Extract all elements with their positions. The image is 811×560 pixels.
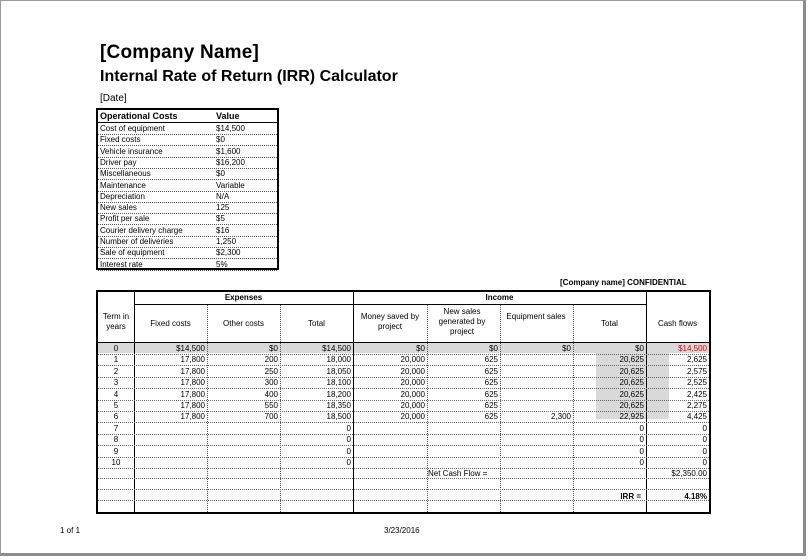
cell-inc-total: 0 (639, 423, 644, 433)
cell-term: 6 (113, 412, 119, 422)
cell-equip (501, 423, 571, 434)
row-divider (98, 478, 709, 479)
irr-table (96, 290, 711, 514)
cell-exp-total: 0 (346, 435, 351, 445)
row-divider (98, 468, 709, 469)
ops-row (98, 259, 277, 271)
cell-cash: 2,575 (686, 366, 707, 376)
header-new-sales: New sales generated by project (438, 307, 486, 336)
cell-inc-total: 22,925 (619, 412, 644, 422)
ops-row-label: Cost of equipment (100, 124, 165, 133)
ops-row-value: 1,250 (216, 237, 237, 246)
cell-term: 8 (113, 435, 119, 445)
row-divider (98, 489, 709, 490)
ops-header-label: Operational Costs (100, 111, 178, 121)
confidential-label: [Company name] CONFIDENTIAL (560, 278, 687, 287)
header-equipment-sales: Equipment sales (506, 312, 566, 321)
cell-exp-total: 18,000 (326, 355, 351, 365)
ops-row (98, 123, 277, 135)
header-expenses-total: Total (308, 319, 325, 328)
ops-row (98, 191, 277, 203)
ops-header-row (98, 111, 277, 123)
cell-equip: 2,300 (550, 412, 571, 422)
cell-fixed: 17,800 (180, 366, 205, 376)
cell-cash: 0 (702, 435, 707, 445)
ops-row-value: N/A (216, 191, 230, 201)
cell-newsales (428, 423, 498, 434)
ops-row-value: 5% (216, 259, 228, 269)
ops-row-value: $2,300 (216, 248, 241, 258)
ops-row-value: Variable (216, 180, 245, 190)
cell-equip (501, 377, 571, 388)
calculator-title: Internal Rate of Return (IRR) Calculator (100, 68, 398, 85)
ops-row-label: Depreciation (100, 191, 145, 201)
ops-row-label: Profit per sale (100, 214, 150, 224)
ops-row (98, 157, 277, 169)
ops-row (98, 247, 277, 259)
cell-other: $0 (269, 344, 278, 353)
cell-equip (501, 389, 571, 400)
ops-row (98, 225, 277, 237)
ops-row (98, 168, 277, 180)
cell-other: 400 (264, 389, 278, 399)
cell-equip: $0 (562, 344, 571, 353)
ops-row-value: $1,600 (216, 146, 241, 156)
cell-equip (501, 366, 571, 377)
cell-equip (501, 400, 571, 411)
cell-money: $0 (416, 344, 425, 353)
cell-newsales: 625 (484, 389, 498, 399)
cell-term: 9 (113, 446, 119, 456)
cell-fixed: $14,500 (176, 344, 205, 353)
cell-exp-total: 18,050 (326, 366, 351, 376)
ops-row-label: New sales (100, 203, 137, 213)
ops-row-label: Interest rate (100, 259, 143, 269)
ops-row-label: Number of deliveries (100, 237, 174, 246)
cell-newsales (428, 457, 498, 468)
cell-other (208, 446, 278, 457)
ops-row-label: Sale of equipment (100, 248, 165, 258)
cell-inc-total: 20,625 (619, 389, 644, 399)
cell-money (354, 446, 425, 457)
cell-term: 5 (113, 401, 119, 410)
header-money-saved: Money saved by project (360, 312, 420, 331)
cell-equip (501, 457, 571, 468)
cell-other: 550 (264, 401, 278, 410)
cell-exp-total: 18,350 (326, 401, 351, 410)
cell-cash: $14,500 (678, 344, 707, 353)
cell-other (208, 457, 278, 468)
cell-fixed (135, 423, 205, 434)
cell-inc-total: 20,625 (619, 378, 644, 388)
ops-row (98, 134, 277, 146)
cell-other: 250 (264, 366, 278, 376)
cell-money (354, 423, 425, 434)
cell-fixed (135, 457, 205, 468)
expenses-group-label: Expenses (224, 293, 263, 302)
ops-row (98, 146, 277, 158)
cell-cash: 0 (702, 446, 707, 456)
cell-cash: 0 (702, 458, 707, 467)
ops-row-value: $0 (216, 135, 225, 145)
cell-other: 700 (264, 412, 278, 422)
cell-newsales: 625 (484, 412, 498, 422)
cell-fixed: 17,800 (180, 412, 205, 422)
ops-row-value: $16 (216, 225, 230, 235)
cell-term: 2 (113, 366, 119, 376)
cell-newsales: 625 (484, 378, 498, 388)
operational-costs-table (96, 108, 279, 270)
ops-row-value: 125 (216, 203, 230, 213)
cell-other: 200 (264, 355, 278, 365)
cell-money (354, 434, 425, 445)
page-number: 1 of 1 (60, 526, 81, 535)
cell-cash: 4,425 (686, 412, 707, 422)
cell-newsales (428, 446, 498, 457)
ops-row-value: $0 (216, 169, 225, 179)
cell-fixed: 17,800 (180, 378, 205, 388)
irr-label: IRR = (620, 492, 641, 501)
cell-inc-total: 20,625 (619, 355, 644, 365)
cell-cash: 2,275 (686, 401, 707, 410)
cell-term: 0 (113, 344, 119, 353)
header-fixed-costs: Fixed costs (150, 319, 191, 328)
cell-fixed (135, 434, 205, 445)
company-name: [Company Name] (100, 42, 260, 63)
cell-other (208, 434, 278, 445)
cell-other (208, 423, 278, 434)
cell-exp-total: 0 (346, 458, 351, 467)
ops-row-label: Maintenance (100, 180, 146, 190)
date-field: [Date] (100, 93, 127, 104)
cell-fixed (135, 446, 205, 457)
ops-row-value: $5 (216, 214, 225, 224)
cell-money: 20,000 (400, 412, 425, 422)
cell-fixed: 17,800 (180, 355, 205, 365)
cell-inc-total: $0 (635, 344, 644, 353)
net-cash-flow-label: Net Cash Flow = (428, 469, 488, 478)
cell-term: 7 (113, 423, 119, 433)
cell-equip (501, 446, 571, 457)
irr-value: 4.18% (684, 492, 707, 501)
cell-inc-total: 20,625 (619, 366, 644, 376)
cell-inc-total: 20,625 (619, 401, 644, 410)
ops-row-label: Fixed costs (100, 135, 141, 145)
cell-exp-total: 18,200 (326, 389, 351, 399)
cell-term: 3 (113, 378, 119, 388)
cell-exp-total: 18,100 (326, 378, 351, 388)
cell-newsales: 625 (484, 401, 498, 410)
ops-row (98, 236, 277, 248)
header-other-costs: Other costs (223, 319, 264, 328)
cell-inc-total: 0 (639, 458, 644, 467)
cell-money (354, 457, 425, 468)
ops-row-value: $14,500 (216, 124, 245, 133)
cell-newsales: 625 (484, 366, 498, 376)
cell-inc-total: 0 (639, 446, 644, 456)
footer-date: 3/23/2016 (384, 526, 420, 535)
cell-exp-total: 0 (346, 423, 351, 433)
cell-equip (501, 434, 571, 445)
income-group-label: Income (485, 293, 514, 302)
cell-term: 4 (113, 389, 119, 399)
cell-newsales: $0 (489, 344, 498, 353)
ops-row (98, 180, 277, 192)
net-cash-flow-value: $2,350.00 (671, 469, 707, 478)
cell-fixed: 17,800 (180, 401, 205, 410)
cell-cash: 2,525 (686, 378, 707, 388)
cell-exp-total: 18,500 (326, 412, 351, 422)
cell-newsales: 625 (484, 355, 498, 365)
cell-money: 20,000 (400, 366, 425, 376)
cell-inc-total: 0 (639, 435, 644, 445)
cell-money: 20,000 (400, 378, 425, 388)
header-term: Term in years (102, 312, 130, 331)
cell-cash: 2,625 (686, 355, 707, 365)
cell-newsales (428, 434, 498, 445)
ops-row (98, 213, 277, 225)
group-underline (134, 304, 646, 305)
cell-equip (501, 354, 571, 365)
ops-row-label: Driver pay (100, 157, 137, 167)
cell-other: 300 (264, 378, 278, 388)
cell-fixed: 17,800 (180, 389, 205, 399)
ops-row-value: $16,200 (216, 157, 245, 167)
cell-money: 20,000 (400, 355, 425, 365)
ops-header-value: Value (216, 111, 240, 121)
cell-exp-total: 0 (346, 446, 351, 456)
cell-money: 20,000 (400, 401, 425, 410)
cell-cash: 2,425 (686, 389, 707, 399)
ops-row (98, 202, 277, 214)
cell-cash: 0 (702, 423, 707, 433)
ops-row-label: Courier delivery charge (100, 225, 183, 235)
cell-money: 20,000 (400, 389, 425, 399)
ops-row-label: Vehicle insurance (100, 146, 163, 156)
cell-exp-total: $14,500 (322, 344, 351, 353)
header-cash-flows: Cash flows (657, 319, 698, 328)
cell-term: 10 (111, 458, 121, 467)
header-income-total: Total (601, 319, 618, 328)
ops-row-label: Miscellaneous (100, 169, 151, 179)
cell-term: 1 (113, 355, 119, 365)
